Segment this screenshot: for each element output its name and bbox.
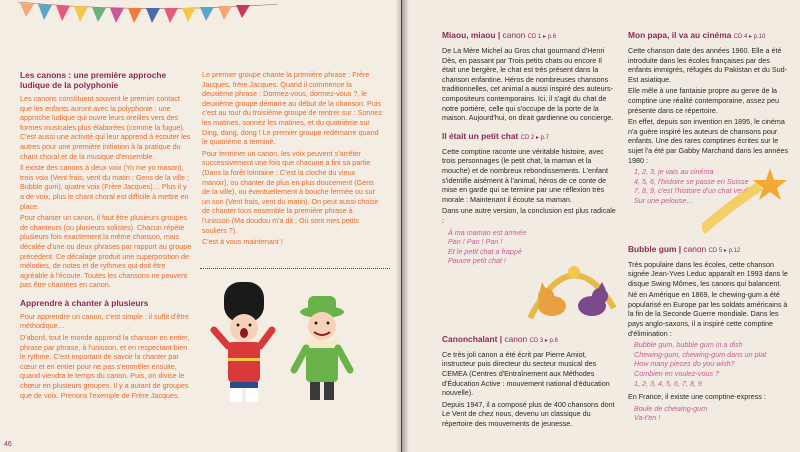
cd-reference: CD 3 ▸ p.8 (529, 337, 558, 344)
paragraph: En effet, depuis son invention en 1895, le cinéma n'a guère inspiré les auteurs de chansons pour enfants. Une des rares comptines écrites sur le sujet l'a été par Gabby Marchand dans les années 1980 : (628, 117, 788, 165)
page-number: 46 (4, 441, 12, 448)
book-gutter (395, 0, 409, 452)
cd-reference: CD 5 ▸ p.12 (708, 247, 741, 254)
verse-line: Va-t'en ! (634, 413, 661, 423)
verse-line: Pauvre petit chat ! (448, 256, 506, 266)
verse-line: 1, 2, 3, 4, 5, 6, 7, 8, 9 (634, 378, 702, 388)
paragraph: Né en Amérique en 1869, le chewing-gum a été popularisé en Europe par les soldats américains à la fin de la Seconde Guerre mondiale. Dans les pays anglo-saxons, il a inspiré cette comptine d'élimination : (628, 290, 788, 338)
heading-bubble-gum: Bubble gum | canon CD 5 ▸ p.12 (628, 243, 741, 254)
paragraph: Le premier groupe chante la première phrase : Frère Jacques, frère Jacques. Quand il commence la deuxième phrase : Dormez-vous, dormez-vous ?, le deuxième groupe démarre au début de la chanson. Puis c'est au tour du troisième groupe de rentrer sur : Sonnez les matines, sonnez les matines, et du quatrième sur Ding, dang, dong ! Le premier groupe redémarre quand le quatrième a terminé. (202, 70, 382, 147)
heading-mon-papa (628, 30, 790, 42)
song-type: canon (683, 243, 707, 254)
cats-illustration (522, 248, 622, 328)
bunting-illustration (18, 0, 278, 30)
paragraph: Depuis 1947, il a composé plus de 400 chansons dont Le Vent de chez nous, devenu un classique du répertoire des mouvements de jeunesse. (442, 399, 615, 429)
verse-line: How many pieces do you wish? (634, 359, 735, 369)
cd-reference: CD 4 ▸ p.10 (733, 34, 766, 40)
left-column-1 (20, 70, 192, 402)
paragraph: C'est à vous maintenant ! (202, 237, 283, 247)
paragraph: D'abord, tout le monde apprend la chanson en entier, phrase par phrase, à l'unisson, et en respectant bien le rythme. C'est important de savoir la chanter par cœur et en entier pour ne pas s'emmêler ensuite, quand viendra le temps du canon. Puis, on divise le chœur en plusieurs groupes. Il y a autant de groupes que de voix. Prenons l'exemple de Frère Jacques. (20, 333, 190, 400)
paragraph: Cette comptine raconte une véritable histoire, avec trois personnages (le petit chat, la maman et la mouche) et de nombreux rebondissements. L'enfant s'identifie aisément à l'animal, héros de ce conte de mise en garde qui se termine par une réflexion très morale : Maintenant il écoute sa maman. (442, 146, 608, 204)
right-column-1 (442, 30, 616, 431)
verse-line: 1, 2, 3, je vais au cinéma (634, 167, 714, 177)
song-title: Il était un petit chat (442, 130, 519, 141)
singing-children-illustration (210, 278, 360, 428)
section-heading-canons: Les canons : une première approche ludique de la polyphonie (20, 70, 167, 90)
paragraph: Les canons constituent souvent le premier contact que les enfants auront avec la polyphonie : une approche ludique qui ouvre leurs oreilles vers des formes musicales plus élaborées (comme la fugue). C'est aussi une activité qui leur apprend à écouter les autres pour une première initiation à la pratique du chant choral et de la musique d'ensemble. (20, 94, 191, 161)
paragraph: Pour apprendre un canon, c'est simple : il suffit d'être méthodique… (20, 311, 189, 331)
verse-line: Combien en voulez-vous ? (634, 369, 720, 379)
paragraph: Ce très joli canon a été écrit par Pierre Amiot, instructeur puis directeur du secteur musical des CEMEA (Centres d'Entraînement aux Méthodes d'Éducation Active : mouvement national d'éducation nouvelle). (442, 349, 610, 398)
section-heading-apprendre: Apprendre à chanter à plusieurs (20, 297, 149, 308)
song-verse (628, 340, 790, 388)
verse-line: À ma maman est arrivée (448, 227, 527, 237)
left-column-2 (202, 70, 382, 249)
song-verse (628, 404, 790, 423)
song-title: Miaou, miaou (442, 30, 496, 40)
paragraph: En France, il existe une comptine-express : (628, 392, 766, 402)
verse-line: Et le petit chat a frappé (448, 246, 522, 256)
verse-line: Pan ! Pan ! Pan ! (448, 237, 503, 247)
heading-petit-chat (442, 131, 616, 143)
dotted-divider (200, 268, 390, 269)
paragraph: Il existe des canons à deux voix (Yo me yo mason), trois voix (Vent frais, vent du matin ; Gens de la ville ; Bubble gum), quatre voix (Frère Jacques)… Plus il y a de voix, plus le chant choral est difficile à mettre en place. (20, 163, 189, 211)
paragraph: Très populaire dans les écoles, cette chanson signée Jean-Yves Leduc apparaît en 1993 dans le disque Swing Mômes, les canons qui balancent. (628, 259, 788, 288)
verse-line: 7, 8, 9, c'est l'histoire d'un chat veuf (634, 186, 748, 196)
verse-line: 4, 5, 6, l'histoire se passe en Suisse (634, 176, 749, 186)
verse-line: Bubble gum, bubble gum in a dish (634, 340, 743, 350)
song-title: Bubble gum (628, 243, 677, 254)
paragraph: Pour chanter un canon, il faut être plusieurs groupes de chanteurs (ou plusieurs solistes). Chacun répète plusieurs fois exactement la même chanson, mais décalée d'une ou deux phrases par rapport au groupe précédent. Ce décalage produit une superposition de mélodies, de notes et de rythmes qui doit être agréable à l'écoute. Toutes les chansons ne peuvent pas être chantées en canon. (20, 213, 192, 290)
cd-reference: CD 2 ▸ p.7 (520, 134, 549, 141)
paragraph: De La Mère Michel au Gros chat gourmand d'Henri Dès, en passant par Trois petits chats ou encore Il était une bergère, le chat est très présent dans la chanson enfantine. Héros de nombreuses chansons traditionnelles, cet animal a aussi inspiré des auteurs-compositeurs contemporains. Ici, il s'agit du chat de notre portière, celle qui s'occupe de la porte de la maison. Aujourd'hui, on dirait gardienne ou concierge. (442, 46, 614, 123)
song-title: Mon papa, il va au cinéma (628, 30, 732, 40)
song-type: canon (504, 333, 528, 344)
verse-line: Chewing-gum, chewing-gum dans un plat (634, 349, 767, 359)
heading-canonchalant: Canonchalant | canon CD 3 ▸ p.8 (442, 333, 558, 344)
shooting-star-illustration (702, 164, 792, 234)
song-title: Canonchalant (442, 333, 498, 344)
song-type: canon (502, 30, 526, 40)
heading-miaou: Miaou, miaou | canon CD 1 ▸ p.6 (442, 30, 557, 40)
verse-line: Sur une pelouse… (634, 195, 694, 205)
right-page (402, 0, 800, 452)
cd-reference: CD 1 ▸ p.6 (527, 34, 557, 40)
paragraph: Dans une autre version, la conclusion est plus radicale : (442, 206, 616, 225)
paragraph: Cette chanson date des années 1960. Elle a été introduite dans les écoles françaises par des enfants immigrés, réfugiés du Pakistan et du Sud-Est asiatique. (628, 46, 788, 84)
verse-line: Boule de chewing-gum (634, 403, 708, 413)
paragraph: Pour terminer un canon, les voix peuvent s'arrêter successivement une fois que chacune a fini sa partie (Dans la forêt lointaine ; C'est la cloche du vieux manoir), ou chanter de plus en plus doucement (Gens de la ville), ou éventuellement à bouche fermée ou sur un son (Vent frais, vent du matin). On peut aussi choisir de chanter tous ensemble la première phrase à l'unisson (Ma doudou m'a dit ; Où sont mes petits souliers ?). (202, 148, 379, 235)
paragraph: Elle mêle à une fantaisie propre au genre de la comptine une réalité contemporaine, assez peu présente dans ce répertoire. (628, 86, 780, 115)
